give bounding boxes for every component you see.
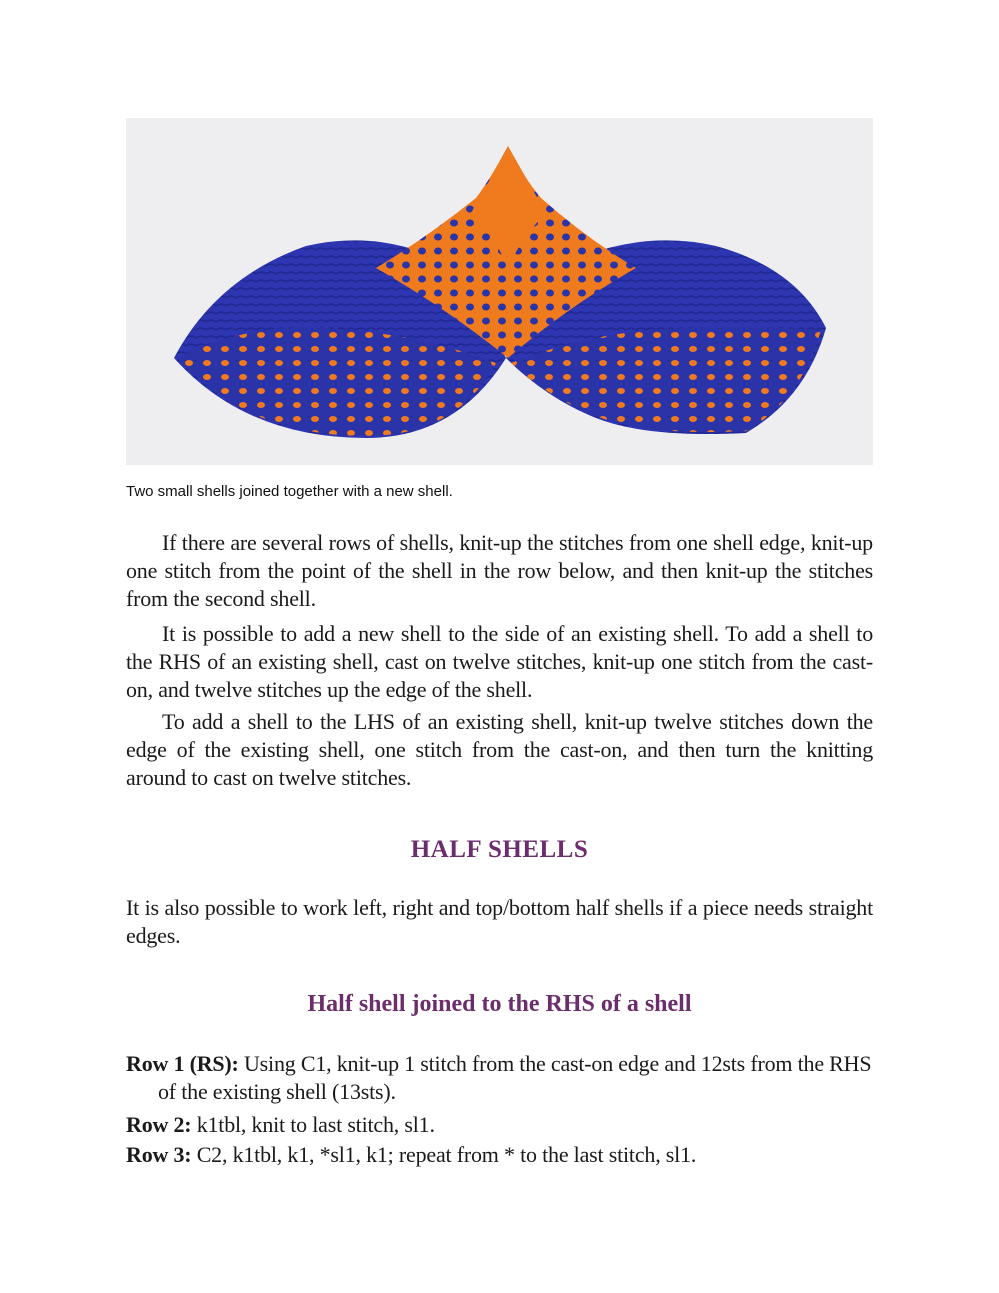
pattern-row-3 <box>126 1141 873 1169</box>
paragraph-rows-of-shells: If there are several rows of shells, knit-up the stitches from one shell edge, knit-up one stitch from the point of the shell in the row below, and then knit-up the stitches from the second shell. <box>126 530 873 611</box>
pattern-row-2 <box>126 1111 873 1139</box>
pattern-row-1 <box>126 1050 873 1106</box>
row-label: Row 2: <box>126 1112 192 1137</box>
row-label: Row 1 (RS): <box>126 1051 239 1076</box>
row-text: Using C1, knit-up 1 stitch from the cast-on edge and 12sts from the RHS of the existing shell (13sts). <box>158 1051 872 1104</box>
knitted-shells-illustration <box>126 118 873 465</box>
row-text: k1tbl, knit to last stitch, sl1. <box>191 1112 435 1137</box>
paragraph-rhs-shell: It is possible to add a new shell to the side of an existing shell. To add a shell to the RHS of an existing shell, cast on twelve stitches, knit-up one stitch from the cast-on, and twelve stitches up the edge of the shell. <box>126 621 873 702</box>
half-shells-heading: HALF SHELLS <box>410 836 589 863</box>
figure-caption: Two small shells joined together with a new shell. <box>126 483 453 500</box>
row-text: C2, k1tbl, k1, *sl1, k1; repeat from * to the last stitch, sl1. <box>191 1142 697 1167</box>
row-label: Row 3: <box>126 1142 192 1167</box>
half-shells-paragraph: It is also possible to work left, right and top/bottom half shells if a piece needs straight edges. <box>126 895 873 948</box>
knitted-shells-photo <box>126 118 873 465</box>
paragraph-lhs-shell: To add a shell to the LHS of an existing shell, knit-up twelve stitches down the edge of the existing shell, one stitch from the cast-on, and then turn the knitting around to cast on twelve stitches. <box>126 709 873 790</box>
rhs-half-shell-heading: Half shell joined to the RHS of a shell <box>307 991 692 1017</box>
